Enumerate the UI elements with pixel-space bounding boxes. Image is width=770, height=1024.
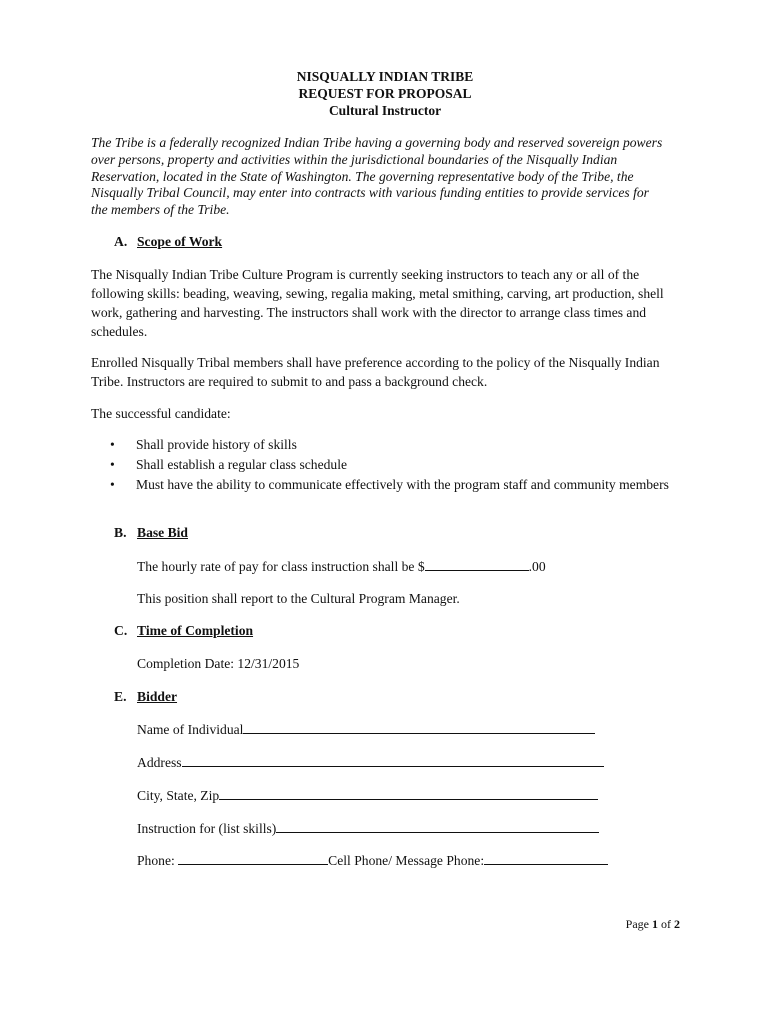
name-label: Name of Individual — [137, 722, 244, 737]
bullet-glyph: • — [110, 457, 115, 472]
hourly-rate-line — [137, 558, 546, 575]
intro-line: The Tribe is a federally recognized Indian Tribe having a governing body and reserved sovereign powers — [91, 135, 663, 150]
scope-paragraph — [91, 265, 664, 341]
cell-phone-label: Cell Phone/ Message Phone: — [328, 853, 485, 868]
scope-line: work, gathering and harvesting. The instructors shall work with the director to arrange class times and — [91, 305, 647, 320]
section-c-heading — [114, 623, 253, 639]
section-b-heading — [114, 525, 188, 541]
preference-paragraph — [91, 353, 660, 391]
bullet-glyph: • — [110, 477, 115, 492]
city-row — [137, 787, 598, 804]
scope-line: The Nisqually Indian Tribe Culture Program is currently seeking instructors to teach any or all of the — [91, 267, 640, 282]
intro-paragraph — [91, 135, 691, 219]
preference-line: Tribe. Instructors are required to submit to and pass a background check. — [91, 374, 488, 389]
position-title: Cultural Instructor — [328, 103, 442, 118]
scope-line: schedules. — [91, 324, 148, 339]
section-a-title: Scope of Work — [137, 234, 223, 249]
preference-line: Enrolled Nisqually Tribal members shall have preference according to the policy of the Nisqually Indian — [91, 355, 660, 370]
list-item — [110, 477, 669, 493]
section-b-title: Base Bid — [137, 525, 188, 540]
scope-line: following skills: beading, weaving, sewing, regalia making, metal smithing, carving, art production, shell — [91, 286, 664, 301]
intro-line: over persons, property and activities within the jurisdictional boundaries of the Nisqually Indian — [91, 151, 618, 167]
name-row — [137, 721, 595, 738]
section-a-heading — [114, 234, 222, 250]
intro-line: Reservation, located in the State of Washington. The governing representative body of the Tribe, the — [91, 168, 634, 184]
section-e-letter: E. — [114, 689, 127, 704]
city-state-zip-label: City, State, Zip — [137, 788, 220, 803]
report-line: This position shall report to the Cultural Program Manager. — [137, 591, 460, 606]
address-label: Address — [137, 755, 182, 770]
phone-field[interactable] — [178, 852, 328, 865]
instruction-row — [137, 820, 599, 837]
section-b-letter: B. — [114, 525, 127, 540]
name-field[interactable] — [243, 721, 595, 734]
address-row — [137, 754, 604, 771]
tribe-name-heading: NISQUALLY INDIAN TRIBE — [296, 69, 474, 84]
page-number — [626, 917, 680, 932]
list-item — [110, 437, 297, 453]
intro-line: the members of the Tribe. — [91, 202, 230, 218]
section-c-letter: C. — [114, 623, 128, 638]
intro-line: Nisqually Tribal Council, may enter into contracts with various funding entities to provide services for — [91, 185, 649, 201]
list-item-text: Shall establish a regular class schedule — [136, 457, 348, 472]
of-word: of — [661, 917, 671, 931]
completion-date: Completion Date: 12/31/2015 — [137, 656, 300, 671]
page-word: Page — [625, 917, 649, 931]
hourly-rate-suffix: .00 — [528, 559, 546, 574]
hourly-rate-field[interactable] — [425, 558, 529, 571]
section-e-title: Bidder — [137, 689, 178, 704]
list-item — [110, 457, 347, 473]
list-item-text: Must have the ability to communicate effectively with the program staff and community members — [136, 477, 669, 492]
bullet-glyph: • — [110, 437, 115, 452]
phone-label: Phone: — [137, 853, 179, 868]
total-pages: 2 — [674, 917, 680, 931]
list-item-text: Shall provide history of skills — [136, 437, 297, 452]
address-field[interactable] — [182, 754, 604, 767]
section-e-heading — [114, 689, 177, 705]
candidate-intro: The successful candidate: — [91, 406, 231, 421]
instruction-field[interactable] — [276, 820, 599, 833]
city-state-zip-field[interactable] — [219, 787, 598, 800]
instruction-label: Instruction for (list skills) — [137, 821, 277, 836]
phone-row — [137, 852, 608, 869]
section-c-title: Time of Completion — [137, 623, 254, 638]
cell-phone-field[interactable] — [484, 852, 608, 865]
rfp-heading: REQUEST FOR PROPOSAL — [298, 86, 472, 101]
current-page: 1 — [652, 917, 658, 931]
section-a-letter: A. — [114, 234, 128, 249]
hourly-rate-label: The hourly rate of pay for class instruction shall be $ — [137, 559, 425, 574]
